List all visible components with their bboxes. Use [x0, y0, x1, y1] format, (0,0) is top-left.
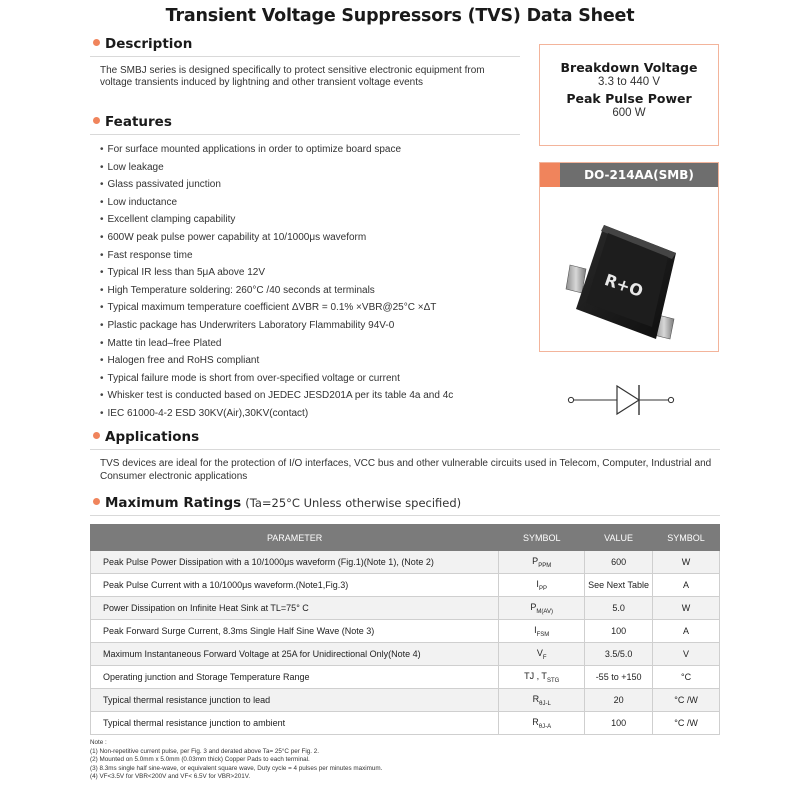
symbol-subscript: PP — [538, 585, 547, 592]
package-header-accent — [540, 163, 560, 187]
unit-cell: °C — [653, 666, 720, 689]
table-header-row — [91, 525, 720, 551]
col-value-header: VALUE — [585, 525, 653, 551]
spec-summary-box — [539, 44, 719, 146]
description-divider — [90, 56, 520, 57]
breakdown-voltage-label: Breakdown Voltage — [560, 60, 698, 75]
parameter-cell: Power Dissipation on Infinite Heat Sink at TL=75° C — [91, 597, 499, 620]
symbol-subscript: F — [542, 654, 547, 661]
feature-item: • Plastic package has Underwriters Laboratory Flammability 94V-0 — [100, 317, 540, 335]
feature-item: • Typical IR less than 5μA above 12V — [100, 264, 540, 282]
feature-item: • Matte tin lead–free Plated — [100, 335, 540, 353]
col-parameter-header: PARAMETER — [91, 525, 499, 551]
symbol-text: P — [532, 555, 539, 566]
col-symbol-header: SYMBOL — [499, 525, 585, 551]
symbol-subscript: θJ-L — [539, 700, 551, 707]
symbol-text: P — [530, 601, 537, 612]
parameter-cell: Maximum Instantaneous Forward Voltage at 25A for Unidirectional Only(Note 4) — [91, 643, 499, 666]
package-name: DO-214AA(SMB) — [584, 168, 694, 182]
table-row — [91, 643, 720, 666]
table-row — [91, 597, 720, 620]
breakdown-voltage-value: 3.3 to 440 V — [597, 76, 661, 88]
symbol-text: V — [536, 647, 543, 658]
symbol-subscript: PPM — [538, 562, 552, 569]
peak-pulse-power-label: Peak Pulse Power — [566, 91, 692, 106]
value-cell: See Next Table — [585, 574, 653, 597]
unit-cell: W — [653, 597, 720, 620]
symbol-subscript: STG — [546, 677, 560, 684]
symbol-cell — [499, 666, 585, 689]
features-heading — [93, 114, 172, 130]
feature-item: • Low leakage — [100, 159, 540, 177]
description-heading — [93, 36, 192, 52]
table-row — [91, 712, 720, 735]
value-cell: -55 to +150 — [585, 666, 653, 689]
smb-package-image — [540, 187, 718, 351]
symbol-text: TJ , T — [524, 670, 547, 681]
symbol-text: R — [532, 693, 540, 704]
applications-heading-text: Applications — [105, 429, 200, 445]
value-cell: 100 — [585, 712, 653, 735]
unit-cell: °C /W — [653, 689, 720, 712]
symbol-subscript: θJ-A — [538, 723, 552, 730]
description-heading-text: Description — [105, 36, 193, 52]
feature-item: • IEC 61000-4-2 ESD 30KV(Air),30KV(contact) — [100, 405, 540, 423]
symbol-cell — [499, 551, 585, 574]
unit-cell: °C /W — [653, 712, 720, 735]
unit-cell: A — [653, 620, 720, 643]
page-title: Transient Voltage Suppressors (TVS) Data Sheet — [165, 6, 635, 26]
diode-symbol-icon — [565, 380, 677, 420]
parameter-cell: Typical thermal resistance junction to lead — [91, 689, 499, 712]
note-item: (1) Non-repetitive current pulse, per Fig. 3 and derated above Ta= 25°C per Fig. 2. — [90, 747, 320, 755]
notes-block — [90, 739, 382, 782]
feature-item: • For surface mounted applications in order to optimize board space — [100, 141, 540, 159]
features-divider — [90, 134, 520, 135]
table-row — [91, 666, 720, 689]
value-cell: 20 — [585, 689, 653, 712]
unit-cell: V — [653, 643, 720, 666]
symbol-cell — [499, 689, 585, 712]
applications-heading — [93, 429, 199, 445]
symbol-subscript: FSM — [536, 631, 550, 638]
value-cell: 600 — [585, 551, 653, 574]
bullet-dot-icon — [93, 432, 100, 439]
symbol-text: I — [536, 578, 539, 589]
col-unit-header: SYMBOL — [653, 525, 720, 551]
table-row — [91, 620, 720, 643]
symbol-cell — [499, 712, 585, 735]
feature-item: • Halogen free and RoHS compliant — [100, 352, 540, 370]
value-cell: 5.0 — [585, 597, 653, 620]
features-list — [100, 141, 540, 423]
feature-item: • Excellent clamping capability — [100, 211, 540, 229]
note-item: (3) 8.3ms single half sine-wave, or equivalent square wave, Duty cycle = 4 pulses per minutes maximum. — [90, 764, 383, 772]
feature-item: • 600W peak pulse power capability at 10/1000μs waveform — [100, 229, 540, 247]
feature-item: • Low inductance — [100, 194, 540, 212]
ratings-heading — [93, 495, 461, 511]
bullet-dot-icon — [93, 117, 100, 124]
feature-item: • Typical failure mode is short from over-specified voltage or current — [100, 370, 540, 388]
bullet-dot-icon — [93, 498, 100, 505]
value-cell: 100 — [585, 620, 653, 643]
package-box — [539, 162, 719, 352]
ratings-divider — [90, 515, 720, 516]
package-header — [540, 163, 718, 187]
unit-cell: W — [653, 551, 720, 574]
notes-heading: Note : — [90, 739, 107, 746]
ratings-heading-text: Maximum Ratings — [105, 495, 242, 511]
parameter-cell: Peak Forward Surge Current, 8.3ms Single Half Sine Wave (Note 3) — [91, 620, 499, 643]
parameter-cell: Peak Pulse Power Dissipation with a 10/1000μs waveform (Fig.1)(Note 1), (Note 2) — [91, 551, 499, 574]
symbol-subscript: M(AV) — [536, 608, 553, 615]
symbol-cell — [499, 597, 585, 620]
parameter-cell: Operating junction and Storage Temperature Range — [91, 666, 499, 689]
note-item: (2) Mounted on 5.0mm x 5.0mm (0.03mm thick) Copper Pads to each terminal. — [90, 756, 310, 764]
note-item: (4) VF<3.5V for VBR<200V and VF< 6.5V for VBR>201V. — [90, 773, 251, 781]
symbol-cell — [499, 620, 585, 643]
feature-item: • Typical maximum temperature coefficient ΔVBR = 0.1% ×VBR@25°C ×ΔT — [100, 299, 540, 317]
max-ratings-table — [90, 524, 720, 735]
feature-item: • High Temperature soldering: 260°C /40 seconds at terminals — [100, 282, 540, 300]
bullet-dot-icon — [93, 39, 100, 46]
description-text: The SMBJ series is designed specifically to protect sensitive electronic equipment from voltage transients induced by lightning and other transient voltage events — [100, 65, 485, 89]
table-row — [91, 551, 720, 574]
parameter-cell: Typical thermal resistance junction to ambient — [91, 712, 499, 735]
package-marking: R+O — [602, 270, 646, 301]
unit-cell: A — [653, 574, 720, 597]
applications-divider — [90, 449, 720, 450]
symbol-text: R — [532, 716, 539, 727]
features-heading-text: Features — [105, 114, 172, 130]
symbol-text: I — [534, 624, 537, 635]
feature-item: • Glass passivated junction — [100, 176, 540, 194]
applications-text: TVS devices are ideal for the protection of I/O interfaces, VCC bus and other vulnerable circuits used in Telecom, Computer, Industrial and Consumer electronic applications — [100, 458, 712, 482]
peak-pulse-power-value: 600 W — [612, 107, 646, 119]
table-row — [91, 689, 720, 712]
feature-item: • Fast response time — [100, 247, 540, 265]
parameter-cell: Peak Pulse Current with a 10/1000μs waveform.(Note1,Fig.3) — [91, 574, 499, 597]
table-row — [91, 574, 720, 597]
ratings-subheading: (Ta=25°C Unless otherwise specified) — [245, 496, 462, 510]
feature-item: • Whisker test is conducted based on JEDEC JESD201A per its table 4a and 4c — [100, 387, 540, 405]
symbol-cell — [499, 574, 585, 597]
value-cell: 3.5/5.0 — [585, 643, 653, 666]
symbol-cell — [499, 643, 585, 666]
